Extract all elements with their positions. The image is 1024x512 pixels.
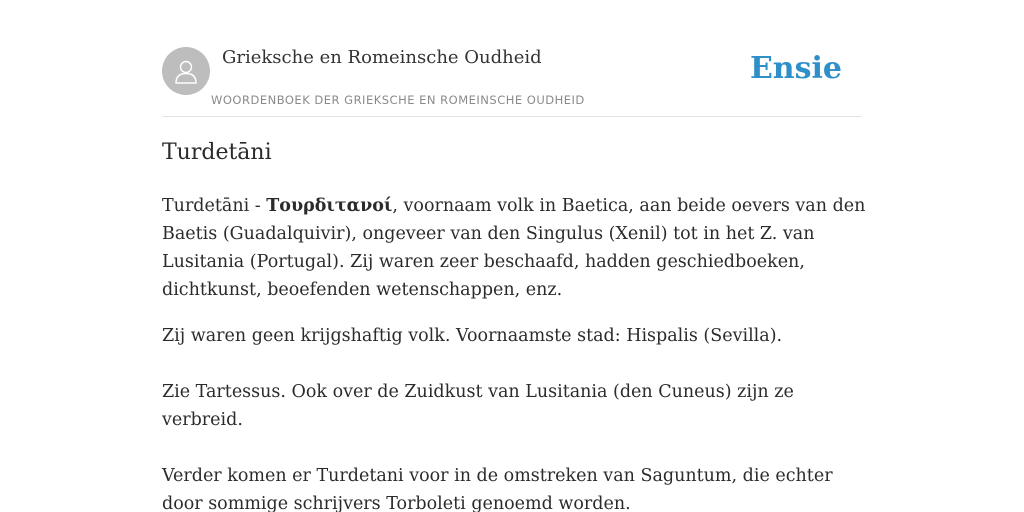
greek-name: Τουρδιτανοί: [266, 196, 393, 216]
entry-headword: Turdetāni: [162, 196, 250, 216]
entry-title: Turdetāni: [162, 140, 272, 165]
entry-paragraph: Zie Tartessus. Ook over de Zuidkust van Lusitania (den Cuneus) zijn ze verbreid.: [162, 382, 794, 430]
brand-logo[interactable]: Ensie: [749, 51, 842, 86]
header: [162, 46, 862, 117]
entry-content: [162, 192, 872, 512]
book-title[interactable]: Grieksche en Romeinsche Oudheid: [222, 47, 542, 68]
entry-paragraph-text: , voornaam volk in Baetica, aan beide oevers van den Baetis (Guadalquivir), ongeveer van den Singulus (Xenil) tot in het Z. van Lusitania (Portugal). Zij waren zeer beschaafd, hadden geschiedboeken, dichtkunst, beoefenden wetenschappen, enz.: [162, 196, 866, 300]
separator: -: [249, 196, 267, 216]
entry-paragraph: Verder komen er Turdetani voor in de omstreken van Saguntum, die echter door sommige schrijvers Torboleti genoemd worden.: [162, 466, 833, 512]
book-subtitle: WOORDENBOEK DER GRIEKSCHE EN ROMEINSCHE OUDHEID: [211, 93, 585, 107]
avatar[interactable]: [162, 47, 210, 95]
user-icon: [172, 57, 200, 85]
entry-paragraph: [162, 192, 872, 304]
entry-paragraph: Zij waren geen krijgshaftig volk. Voornaamste stad: Hispalis (Sevilla).: [162, 326, 783, 346]
